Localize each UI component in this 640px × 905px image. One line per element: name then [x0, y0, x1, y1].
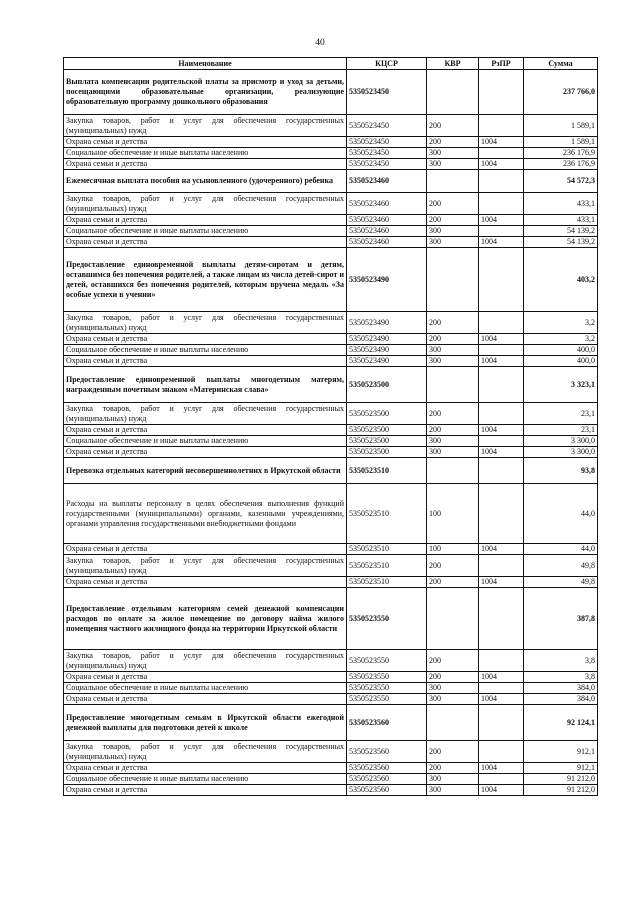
cell-name: Охрана семьи и детства	[64, 672, 347, 683]
cell-kvr: 300	[427, 694, 479, 705]
cell-rzpr: 1004	[479, 237, 524, 248]
table-row	[64, 785, 598, 796]
cell-rzpr: 1004	[479, 137, 524, 148]
cell-name: Охрана семьи и детства	[64, 763, 347, 774]
cell-rzpr	[479, 312, 524, 334]
cell-kcsr: 5350523550	[347, 588, 427, 650]
cell-kvr	[427, 70, 479, 115]
cell-kcsr: 5350523550	[347, 672, 427, 683]
cell-kcsr: 5350523460	[347, 226, 427, 237]
cell-kvr: 100	[427, 544, 479, 555]
cell-kvr: 300	[427, 148, 479, 159]
cell-sum: 44,0	[524, 484, 598, 544]
cell-name: Предоставление единовременной выплаты детям-сиротам и детям, оставшимся без попечения родителей, а также лицам из числа детей-сирот и детей, оставшихся без попечения родителей, которым вручена медаль «За особые успехи в учении»	[64, 248, 347, 312]
cell-rzpr	[479, 115, 524, 137]
cell-sum: 3,2	[524, 334, 598, 345]
cell-kvr	[427, 367, 479, 403]
table-row	[64, 577, 598, 588]
cell-name: Расходы на выплаты персоналу в целях обеспечения выполнения функций государственными (муниципальными) органами, казенными учреждениями, органами управления государственными внебюджетными фондами	[64, 484, 347, 544]
cell-kcsr: 5350523560	[347, 741, 427, 763]
cell-name: Социальное обеспечение и иные выплаты населению	[64, 683, 347, 694]
cell-kcsr: 5350523460	[347, 193, 427, 215]
cell-rzpr	[479, 705, 524, 741]
cell-name: Закупка товаров, работ и услуг для обеспечения государственных (муниципальных) нужд	[64, 115, 347, 137]
cell-sum: 54 139,2	[524, 226, 598, 237]
table-row	[64, 436, 598, 447]
cell-name: Закупка товаров, работ и услуг для обеспечения государственных (муниципальных) нужд	[64, 741, 347, 763]
cell-rzpr	[479, 367, 524, 403]
table-header-row	[64, 58, 598, 70]
table-row	[64, 447, 598, 458]
cell-rzpr	[479, 248, 524, 312]
cell-kcsr: 5350523490	[347, 356, 427, 367]
cell-name: Охрана семьи и детства	[64, 356, 347, 367]
cell-rzpr	[479, 403, 524, 425]
cell-kcsr: 5350523560	[347, 785, 427, 796]
cell-sum: 3,8	[524, 650, 598, 672]
cell-kcsr: 5350523500	[347, 367, 427, 403]
cell-name: Перевозка отдельных категорий несовершеннолетних в Иркутской области	[64, 458, 347, 484]
cell-sum: 23,1	[524, 403, 598, 425]
cell-kcsr: 5350523450	[347, 159, 427, 170]
cell-kvr: 300	[427, 785, 479, 796]
cell-rzpr: 1004	[479, 577, 524, 588]
table-row	[64, 763, 598, 774]
cell-kvr: 300	[427, 356, 479, 367]
table-row-section	[64, 367, 598, 403]
cell-kcsr: 5350523500	[347, 436, 427, 447]
cell-sum: 93,8	[524, 458, 598, 484]
cell-kvr	[427, 588, 479, 650]
cell-kcsr: 5350523490	[347, 312, 427, 334]
cell-sum: 433,1	[524, 215, 598, 226]
cell-rzpr	[479, 484, 524, 544]
cell-sum: 3 300,0	[524, 436, 598, 447]
cell-sum: 3,2	[524, 312, 598, 334]
table-row	[64, 237, 598, 248]
cell-rzpr: 1004	[479, 159, 524, 170]
table-row	[64, 774, 598, 785]
cell-kvr: 200	[427, 137, 479, 148]
cell-sum: 912,1	[524, 741, 598, 763]
cell-sum: 3 300,0	[524, 447, 598, 458]
cell-sum: 384,0	[524, 683, 598, 694]
cell-sum: 387,8	[524, 588, 598, 650]
cell-rzpr	[479, 170, 524, 193]
cell-name: Охрана семьи и детства	[64, 785, 347, 796]
cell-name: Закупка товаров, работ и услуг для обеспечения государственных (муниципальных) нужд	[64, 650, 347, 672]
cell-kvr: 200	[427, 334, 479, 345]
cell-kvr	[427, 705, 479, 741]
cell-rzpr	[479, 70, 524, 115]
cell-name: Социальное обеспечение и иные выплаты населению	[64, 148, 347, 159]
cell-name: Предоставление многодетным семьям в Иркутской области ежегодной денежной выплаты для подготовки детей к школе	[64, 705, 347, 741]
cell-name: Ежемесячная выплата пособия на усыновленного (удочеренного) ребенка	[64, 170, 347, 193]
header-kvr: КВР	[427, 58, 479, 70]
cell-rzpr: 1004	[479, 785, 524, 796]
table-row	[64, 544, 598, 555]
table-row	[64, 672, 598, 683]
cell-sum: 3,8	[524, 672, 598, 683]
cell-kvr: 200	[427, 215, 479, 226]
cell-kcsr: 5350523500	[347, 447, 427, 458]
cell-name: Охрана семьи и детства	[64, 215, 347, 226]
cell-kcsr: 5350523510	[347, 555, 427, 577]
cell-sum: 54 139,2	[524, 237, 598, 248]
cell-rzpr: 1004	[479, 215, 524, 226]
cell-kcsr: 5350523550	[347, 694, 427, 705]
cell-name: Социальное обеспечение и иные выплаты населению	[64, 226, 347, 237]
table-row	[64, 215, 598, 226]
cell-kvr: 200	[427, 312, 479, 334]
cell-kcsr: 5350523450	[347, 70, 427, 115]
cell-kvr: 300	[427, 226, 479, 237]
table-row	[64, 334, 598, 345]
table-row	[64, 159, 598, 170]
cell-sum: 237 766,0	[524, 70, 598, 115]
table-row-section	[64, 70, 598, 115]
cell-kvr: 300	[427, 159, 479, 170]
cell-sum: 44,0	[524, 544, 598, 555]
cell-kcsr: 5350523500	[347, 425, 427, 436]
cell-kcsr: 5350523460	[347, 170, 427, 193]
cell-sum: 384,0	[524, 694, 598, 705]
table-body	[64, 70, 598, 796]
cell-kvr: 200	[427, 650, 479, 672]
cell-kcsr: 5350523500	[347, 403, 427, 425]
cell-sum: 92 124,1	[524, 705, 598, 741]
cell-rzpr: 1004	[479, 447, 524, 458]
cell-rzpr	[479, 555, 524, 577]
cell-kvr: 200	[427, 672, 479, 683]
table-row	[64, 683, 598, 694]
cell-name: Социальное обеспечение и иные выплаты населению	[64, 345, 347, 356]
cell-kvr: 200	[427, 555, 479, 577]
cell-sum: 912,1	[524, 763, 598, 774]
cell-sum: 403,2	[524, 248, 598, 312]
cell-sum: 400,0	[524, 356, 598, 367]
cell-name: Предоставление единовременной выплаты многодетным матерям, награжденным почетным знаком «Материнская слава»	[64, 367, 347, 403]
cell-name: Социальное обеспечение и иные выплаты населению	[64, 774, 347, 785]
cell-sum: 433,1	[524, 193, 598, 215]
header-kcsr: КЦСР	[347, 58, 427, 70]
table-row	[64, 137, 598, 148]
cell-kcsr: 5350523560	[347, 763, 427, 774]
cell-kcsr: 5350523560	[347, 705, 427, 741]
cell-kcsr: 5350523490	[347, 345, 427, 356]
table-row	[64, 741, 598, 763]
cell-kvr	[427, 170, 479, 193]
cell-name: Охрана семьи и детства	[64, 237, 347, 248]
cell-sum: 1 589,1	[524, 115, 598, 137]
cell-sum: 49,8	[524, 555, 598, 577]
cell-rzpr: 1004	[479, 694, 524, 705]
cell-kvr: 100	[427, 484, 479, 544]
cell-rzpr	[479, 588, 524, 650]
cell-sum: 236 176,9	[524, 148, 598, 159]
cell-rzpr: 1004	[479, 763, 524, 774]
table-row-section	[64, 705, 598, 741]
table-row-section	[64, 458, 598, 484]
cell-kvr: 300	[427, 683, 479, 694]
cell-kcsr: 5350523460	[347, 215, 427, 226]
cell-sum: 49,8	[524, 577, 598, 588]
cell-name: Закупка товаров, работ и услуг для обеспечения государственных (муниципальных) нужд	[64, 555, 347, 577]
table-row-section	[64, 588, 598, 650]
cell-name: Закупка товаров, работ и услуг для обеспечения государственных (муниципальных) нужд	[64, 403, 347, 425]
cell-name: Охрана семьи и детства	[64, 137, 347, 148]
cell-kvr: 200	[427, 577, 479, 588]
table-row	[64, 555, 598, 577]
cell-rzpr	[479, 226, 524, 237]
cell-rzpr: 1004	[479, 356, 524, 367]
cell-sum: 91 212,0	[524, 774, 598, 785]
cell-rzpr: 1004	[479, 334, 524, 345]
cell-sum: 1 589,1	[524, 137, 598, 148]
cell-kvr: 200	[427, 741, 479, 763]
cell-rzpr	[479, 148, 524, 159]
cell-kcsr: 5350523510	[347, 484, 427, 544]
cell-kvr: 300	[427, 345, 479, 356]
cell-kvr: 200	[427, 193, 479, 215]
page-number: 40	[315, 38, 325, 48]
cell-kvr: 300	[427, 436, 479, 447]
cell-sum: 400,0	[524, 345, 598, 356]
cell-kvr	[427, 458, 479, 484]
cell-rzpr	[479, 345, 524, 356]
table-row	[64, 425, 598, 436]
cell-kcsr: 5350523450	[347, 148, 427, 159]
table-row	[64, 148, 598, 159]
cell-name: Охрана семьи и детства	[64, 447, 347, 458]
cell-name: Предоставление отдельным категориям семей денежной компенсации расходов по оплате за жилое помещение по договору найма жилого помещения частного жилищного фонда на территории Иркутской области	[64, 588, 347, 650]
cell-sum: 91 212,0	[524, 785, 598, 796]
cell-rzpr	[479, 683, 524, 694]
header-sum: Сумма	[524, 58, 598, 70]
header-name: Наименование	[64, 58, 347, 70]
table-row-section	[64, 170, 598, 193]
cell-name: Охрана семьи и детства	[64, 334, 347, 345]
table-row	[64, 312, 598, 334]
cell-kcsr: 5350523490	[347, 334, 427, 345]
cell-rzpr	[479, 193, 524, 215]
cell-rzpr	[479, 774, 524, 785]
cell-rzpr: 1004	[479, 425, 524, 436]
cell-kvr: 300	[427, 447, 479, 458]
cell-kvr: 200	[427, 403, 479, 425]
table-row	[64, 356, 598, 367]
cell-name: Охрана семьи и детства	[64, 577, 347, 588]
table-row	[64, 650, 598, 672]
table-row	[64, 484, 598, 544]
table-row	[64, 193, 598, 215]
cell-sum: 236 176,9	[524, 159, 598, 170]
table-row	[64, 403, 598, 425]
cell-rzpr	[479, 741, 524, 763]
cell-kvr: 200	[427, 115, 479, 137]
cell-rzpr	[479, 458, 524, 484]
cell-kvr: 300	[427, 237, 479, 248]
budget-table	[63, 57, 598, 796]
cell-sum: 3 323,1	[524, 367, 598, 403]
cell-kcsr: 5350523460	[347, 237, 427, 248]
cell-name: Охрана семьи и детства	[64, 694, 347, 705]
cell-name: Охрана семьи и детства	[64, 159, 347, 170]
cell-kcsr: 5350523510	[347, 544, 427, 555]
cell-kcsr: 5350523550	[347, 650, 427, 672]
cell-name: Социальное обеспечение и иные выплаты населению	[64, 436, 347, 447]
cell-kcsr: 5350523490	[347, 248, 427, 312]
cell-name: Охрана семьи и детства	[64, 425, 347, 436]
cell-kcsr: 5350523510	[347, 458, 427, 484]
cell-name: Закупка товаров, работ и услуг для обеспечения государственных (муниципальных) нужд	[64, 312, 347, 334]
cell-kvr	[427, 248, 479, 312]
cell-sum: 23,1	[524, 425, 598, 436]
cell-rzpr	[479, 436, 524, 447]
cell-kvr: 300	[427, 774, 479, 785]
cell-kcsr: 5350523450	[347, 137, 427, 148]
cell-rzpr: 1004	[479, 672, 524, 683]
table-row	[64, 226, 598, 237]
cell-name: Охрана семьи и детства	[64, 544, 347, 555]
cell-rzpr	[479, 650, 524, 672]
header-rzpr: РзПР	[479, 58, 524, 70]
cell-kcsr: 5350523510	[347, 577, 427, 588]
cell-kvr: 200	[427, 425, 479, 436]
cell-name: Выплата компенсации родительской платы за присмотр и уход за детьми, посещающими образовательные организации, реализующие образовательную программу дошкольного образования	[64, 70, 347, 115]
cell-rzpr: 1004	[479, 544, 524, 555]
cell-kcsr: 5350523450	[347, 115, 427, 137]
cell-kcsr: 5350523560	[347, 774, 427, 785]
cell-name: Закупка товаров, работ и услуг для обеспечения государственных (муниципальных) нужд	[64, 193, 347, 215]
table-row	[64, 115, 598, 137]
table-row	[64, 694, 598, 705]
table-row	[64, 345, 598, 356]
cell-sum: 54 572,3	[524, 170, 598, 193]
cell-kcsr: 5350523550	[347, 683, 427, 694]
table-row-section	[64, 248, 598, 312]
cell-kvr: 200	[427, 763, 479, 774]
